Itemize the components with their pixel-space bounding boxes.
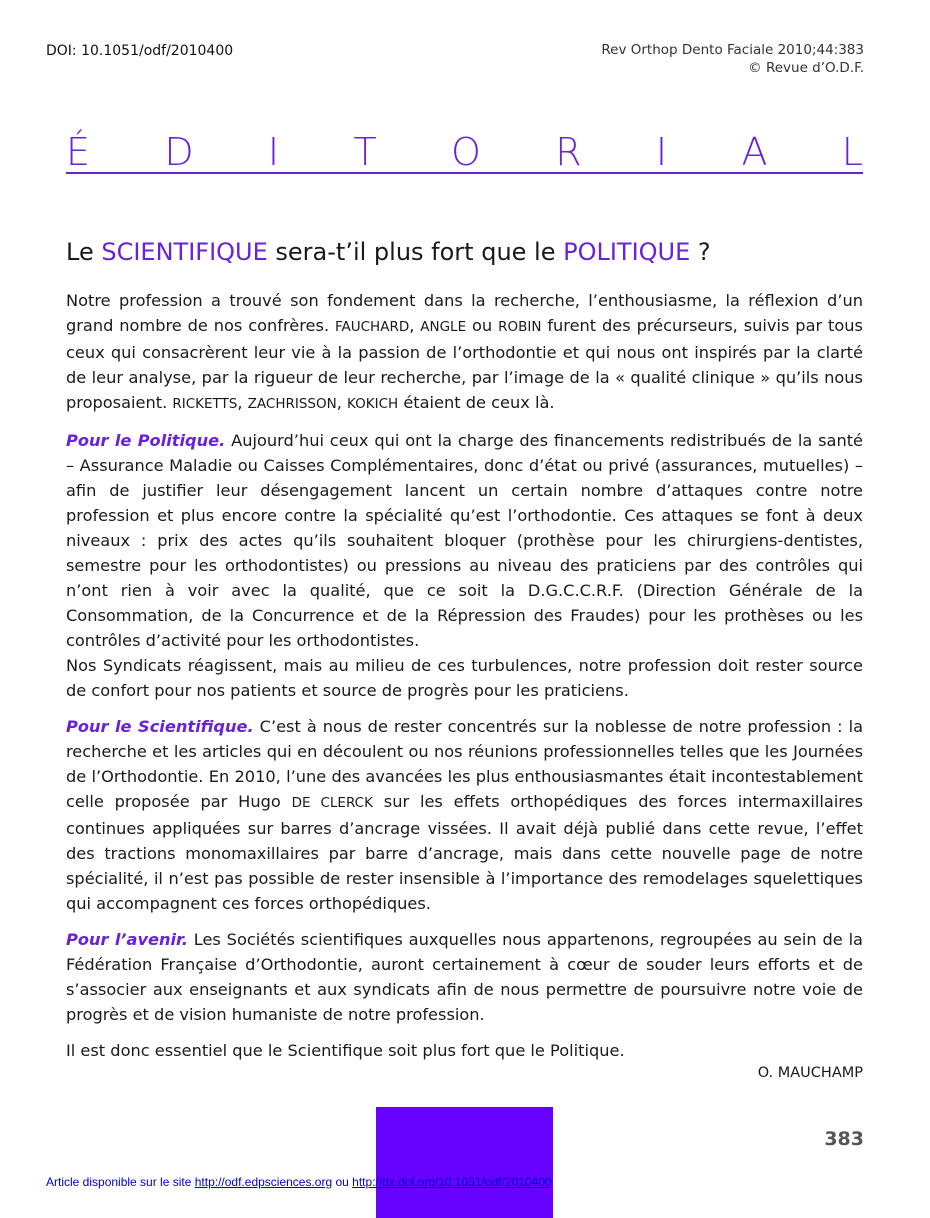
paragraph-lead: Pour le Politique. (66, 431, 226, 450)
text: Aujourd’hui ceux qui ont la charge des financements redistribués de la santé – Assurance Maladie ou Caisses Complémentaires, donc d’état ou privé (assurances, mutuelles) – afin de justifier leur désengagement lancent un certain nombre d’attaques contre notre profession et plus encore contre la spécialité qu’est l’orthodontie. Ces attaques se font à deux niveaux : prix des actes qu’ils souhaitent bloquer (prothèse pour les chirurgiens-dentistes, semestre pour les orthodontistes) ou pressions au niveau des praticiens par des contrôles qui n’ont rien à voir avec la qualité, que ce soit la D.G.C.C.R.F. (Direction Générale de la Consommation, de la Concurrence et de la Répression des Fraudes) pour les prothèses ou les contrôles d’activité pour les orthodontistes. (66, 431, 864, 650)
text: Notre profession a trouvé son fondement dans la recherche, l’enthousiasme, la réflexion d’un grand nombre de nos confrères. (66, 291, 863, 335)
text: , (336, 393, 348, 412)
journal-reference: Rev Orthop Dento Faciale 2010;44:383 (601, 42, 864, 58)
heading-letter: É (66, 130, 91, 174)
journal-site-link[interactable]: http://odf.edpsciences.org (194, 1175, 333, 1189)
paragraph-syndicats: Nos Syndicats réagissent, mais au milieu de ces turbulences, notre profession doit rester source de confort pour nos patients et source de progrès pour les praticiens. (66, 656, 863, 700)
title-part: ? (690, 238, 711, 266)
author-name: DE CLERCK (291, 795, 373, 811)
text: ou (466, 316, 499, 335)
paragraph-conclusion: Il est donc essentiel que le Scientifique soit plus fort que le Politique. (66, 1041, 625, 1060)
footer-middle: ou (332, 1175, 353, 1189)
author-name: ANGLE (420, 319, 467, 335)
section-heading-editorial (66, 128, 863, 174)
purple-block (376, 1107, 553, 1218)
doi-link[interactable]: http://dx.doi.org/10.1051/odf/2010400 (352, 1175, 552, 1189)
paragraph-intro (66, 288, 863, 417)
text: furent des précurseurs, suivis par tous ceux qui consacrèrent leur vie à la passion de l’orthodontie et qui nous ont inspirés par la clarté de leur analyse, par la rigueur de leur recherche, par l’image de la « qualité clinique » qu’ils nous proposaient. (66, 316, 863, 412)
journal-citation (601, 41, 864, 77)
heading-letter: I (267, 130, 280, 174)
footer-prefix: Article disponible sur le site (46, 1175, 195, 1189)
doi-label: DOI: 10.1051/odf/2010400 (46, 43, 234, 59)
author-name: ROBIN (498, 319, 542, 335)
text: , (409, 316, 421, 335)
copyright-notice: © Revue d’O.D.F. (748, 60, 864, 76)
title-accent-politique: POLITIQUE (563, 238, 691, 266)
title-part: Le (66, 238, 102, 266)
paragraph-scientifique (66, 714, 863, 916)
heading-letter: I (655, 130, 668, 174)
author-name: RICKETTS (172, 396, 238, 412)
title-accent-scientifique: SCIENTIFIQUE (101, 238, 268, 266)
article-title (66, 238, 711, 266)
heading-letter: D (164, 130, 194, 174)
heading-letter: T (353, 130, 377, 174)
footer-availability (46, 1175, 552, 1189)
paragraph-politique (66, 428, 863, 653)
text: , (237, 393, 248, 412)
author-name: ZACHRISSON (247, 396, 337, 412)
heading-letter: L (841, 130, 863, 174)
author-name: FAUCHARD (334, 319, 410, 335)
heading-letter: R (555, 130, 582, 174)
heading-letter: O (450, 130, 481, 174)
article-body (66, 288, 863, 1086)
text: sur les effets orthopédiques des forces intermaxillaires continues appliquées sur barres d’ancrage vissées. Il avait déjà publié dans cette revue, l’effet des tractions monomaxillaires par barre d’ancrage, mais dans cette nouvelle page de notre spécialité, il n’est pas possible de rester insensible à l’importance des remodelages squelettiques qui accompagnent ces forces orthopédiques. (66, 792, 864, 913)
text: étaient de ceux là. (398, 393, 555, 412)
author-name: KOKICH (347, 396, 399, 412)
title-part: sera-t’il plus fort que le (267, 238, 564, 266)
paragraph-lead: Pour le Scientifique. (66, 717, 254, 736)
author-signature: O. MAUCHAMP (757, 1065, 863, 1081)
heading-letter: A (741, 130, 768, 174)
paragraph-avenir (66, 927, 863, 1027)
page-number: 383 (824, 1128, 864, 1150)
text: C’est à nous de rester concentrés sur la noblesse de notre profession : la recherche et les articles qui en découlent ou nos réunions professionnelles telles que les Journées de l’Orthodontie. En 2010, l’une des avancées les plus enthousiasmantes était incontestablement celle proposée par Hugo (66, 717, 863, 811)
paragraph-lead: Pour l’avenir. (66, 930, 188, 949)
text: Les Sociétés scientifiques auxquelles nous appartenons, regroupées au sein de la Fédération Française d’Orthodontie, auront certainement à cœur de souder leurs efforts et de s’associer aux enseignants et aux syndicats afin de nous permettre de poursuivre notre voie de progrès et de vision humaniste de notre profession. (66, 930, 863, 1024)
